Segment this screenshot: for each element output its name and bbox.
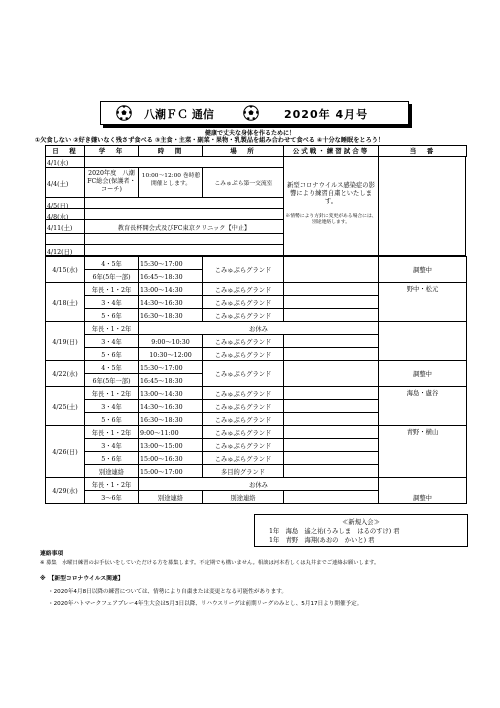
newsletter-title-box [100,101,409,125]
time-cell: 15:30～17:00 [139,361,203,374]
time-cell: 15:00～17:00 [139,465,203,478]
date-cell: 4/5(日) [47,203,69,210]
corona-line-2: ・2020年ハトマークフェアプレー4年生大会は5月3日以降、リハウスリーグは前期リーグのみとし、5月17日より開催予定。 [48,601,363,607]
corona-notice: 新型コロナウイルス感染症の影響により練習自粛といたします。 [287,182,375,205]
meeting-time: 10:00～12:00 巻時憩開催とします。 [141,173,201,187]
table-row [46,426,467,439]
time-cell: 14:30～16:30 [139,296,203,309]
grade-cell: 4・5年 [85,361,139,374]
duty-cell: 調整中 [379,478,467,504]
off-cell: お休み [139,478,379,491]
corona-small-note: ※情勢により方針に変更がある場合には、別途連絡します。 [285,214,377,225]
place-cell: こみゅぷらグランド [203,452,284,465]
date-cell: 4/26(日) [46,426,85,478]
time-cell: 9:00～11:00 [139,426,203,439]
time-cell: 16:45～18:30 [139,374,203,387]
cancelled-event: 教育長杯開会式及びFC東京クリニック【中止】 [117,225,251,232]
grade-cell: 6年(5年一部) [85,374,139,387]
grade-cell: 3・4年 [85,400,139,413]
date-cell: 4/8(水) [47,214,69,221]
time-cell: 15:00～16:30 [139,452,203,465]
soccer-ball-icon [116,105,132,121]
place-cell: こみゅぷらグランド [203,426,284,439]
duty-cell: 青野・横山 [379,426,467,478]
new-members-title: ≪新規入会≫ [342,519,380,526]
grade-cell: 年長・1・2年 [85,283,139,296]
date-cell: 4/4(土) [47,181,69,188]
date-cell: 4/18(土) [46,283,85,322]
date-cell: 4/25(土) [46,387,85,426]
header-matches: 公式戦・練習試合等 [284,146,379,157]
time-cell: 9:00～10:30 [139,335,203,348]
grade-cell: 3～6年 [85,491,139,504]
date-cell: 4/12(日) [47,249,73,256]
place-cell: こみゅぷらグランド [203,387,284,400]
early-april-block [45,156,466,256]
newsletter-title: 八潮ＦＣ 通信 [144,108,214,121]
header-duty: 当 番 [379,146,467,157]
place-cell: こみゅぷらグランド [203,413,284,426]
table-row [46,322,467,335]
grade-cell: 5・6年 [85,413,139,426]
new-member-2: 1年 青野 海翔(あおの かいと) 君 [269,537,375,544]
schedule-table-main [45,256,467,504]
meeting-place: こみゅぷら第一交流室 [214,181,273,187]
grade-cell: 年長・1・2年 [85,426,139,439]
place-cell: こみゅぷらグランド [203,335,284,348]
place-cell: こみゅぷらグランド [203,348,284,361]
time-cell: 16:45～18:30 [139,270,203,283]
grade-cell: 5・6年 [85,348,139,361]
date-cell: 4/29(水) [46,478,85,504]
grade-cell: 3・4年 [85,296,139,309]
place-cell: こみゅぷらグランド [203,257,284,283]
time-cell: 14:30～16:30 [139,400,203,413]
time-cell: 13:00～14:30 [139,283,203,296]
table-row [46,478,467,491]
place-cell: こみゅぷらグランド [203,283,284,296]
grade-cell: 6年(5年一部) [85,270,139,283]
place-cell: こみゅぷらグランド [203,361,284,387]
place-cell: 多目的グランド [203,465,284,478]
table-row [46,283,467,296]
issue-date: 2020年 4月号 [284,108,369,121]
off-cell: お休み [139,322,379,335]
place-cell: こみゅぷらグランド [203,296,284,309]
grade-cell: 4・5年 [85,257,139,270]
grade-cell: 5・6年 [85,452,139,465]
duty-cell: 調整中 [379,257,467,283]
place-cell: こみゅぷらグランド [203,439,284,452]
header-place: 場 所 [203,146,284,157]
grade-cell: 5・6年 [85,309,139,322]
table-row [46,361,467,374]
time-cell: 15:30～17:00 [139,257,203,270]
duty-cell: 調整中 [379,361,467,387]
place-cell: 別途連絡 [203,491,284,504]
grade-cell: 年長・1・2年 [85,478,139,491]
header-date: 日 程 [46,146,85,157]
date-cell: 4/11(土) [47,225,73,232]
new-member-1: 1年 海島 遙之祐(うみしま はるのすけ) 君 [269,528,400,535]
date-cell: 4/15(水) [46,257,85,283]
time-cell: 16:30～18:30 [139,413,203,426]
new-members-box [254,514,468,547]
nutrition-goals: ①欠食しない ②好き嫌いなく残さず食べる ③主食・主菜・副菜・果物・乳製品を組み合わせて食べる ④十分な睡眠をとろう！ [35,137,385,144]
date-cell: 4/1(水) [47,160,69,167]
place-cell: こみゅぷらグランド [203,400,284,413]
contact-line: ※ 募集 水曜日練習のお手伝いをしていただける方を募集します。不定期でも構いません。相談は河本若しくは丸井までご連絡お願いします。 [40,560,380,566]
general-meeting-label: 2020年度 八潮FC総会(保護者・コーチ) [87,170,136,193]
date-cell: 4/19(日) [46,322,85,361]
time-cell: 13:00～15:00 [139,439,203,452]
time-cell: 16:30～18:30 [139,309,203,322]
corona-title: ※ 【新型コロナウイルス関連】 [40,576,124,582]
header-time: 時 間 [139,146,203,157]
table-row [46,257,467,270]
place-cell: こみゅぷらグランド [203,309,284,322]
grade-cell: 3・4年 [85,335,139,348]
duty-cell: 野中・松元 [379,283,467,322]
time-cell: 13:00～14:30 [139,387,203,400]
soccer-ball-icon [243,105,259,121]
time-cell: 別途連絡 [139,491,203,504]
time-cell: 10:30～12:00 [139,348,203,361]
grade-cell: 3・4年 [85,439,139,452]
health-motto: 健康で丈夫な身体を作るために！ [204,130,295,137]
date-cell: 4/22(水) [46,361,85,387]
grade-cell: 年長・1・2年 [85,322,139,335]
table-row [46,387,467,400]
grade-cell: 別途連絡 [85,465,139,478]
duty-cell: 海島・盧谷 [379,387,467,426]
grade-cell: 年長・1・2年 [85,387,139,400]
header-grade: 学 年 [85,146,139,157]
contact-title: 連絡事項 [40,551,64,557]
corona-line-1: ・2020年4月8日以降の練習については、情勢により自粛または変更となる可能性があります。 [48,589,287,595]
